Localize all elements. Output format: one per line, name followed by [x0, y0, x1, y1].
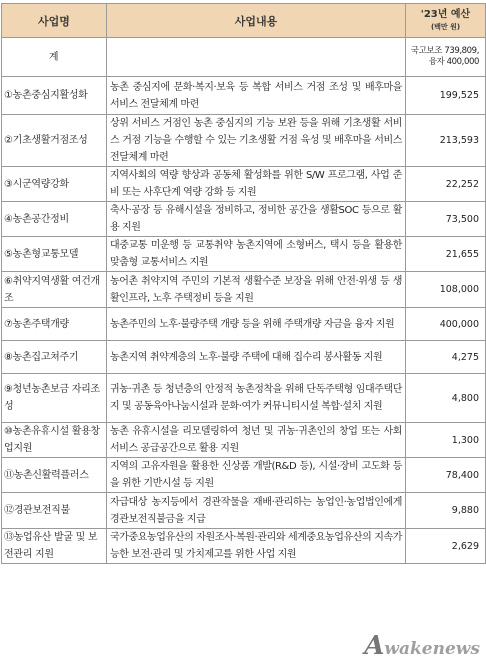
table-row [2, 374, 486, 423]
row-amount: 4,275 [406, 341, 486, 374]
table-row [2, 77, 486, 115]
row-name: ⑤농촌형교통모델 [2, 237, 107, 272]
table-row [2, 458, 486, 493]
total-row [2, 38, 486, 77]
row-name: ⑦농촌주택개량 [2, 308, 107, 341]
header-budget-label: '23년 예산 [420, 8, 471, 20]
row-content: 지역사회의 역량 향상과 공동체 활성화를 위한 S/W 프로그램, 사업 준비 또는 사후단계 역량 강화 등 지원 [107, 167, 406, 202]
row-name: ⑥취약지역생활 여건개조 [2, 272, 107, 308]
header-budget [406, 4, 486, 38]
row-name: ⑧농촌집고쳐주기 [2, 341, 107, 374]
row-content: 농촌 중심지에 문화·복지·보육 등 복합 서비스 거점 조성 및 배후마을 서비스 전달체계 마련 [107, 77, 406, 115]
total-amount-loan: 융자 400,000 [428, 57, 479, 67]
row-amount: 4,800 [406, 374, 486, 423]
row-name: ⑫경관보전직불 [2, 493, 107, 529]
row-content: 농촌 유휴시설을 리모델링하여 청년 및 귀농·귀촌인의 창업 또는 사회서비스 공급공간으로 활용 지원 [107, 423, 406, 458]
row-amount: 22,252 [406, 167, 486, 202]
table-row [2, 167, 486, 202]
row-amount: 21,655 [406, 237, 486, 272]
row-content: 상위 서비스 거점인 농촌 중심지의 기능 보완 등을 위해 기초생활 서비스 거점 기능을 수행할 수 있는 기초생활 거점 육성 및 배후마을 서비스 전달체계 마련 [107, 115, 406, 167]
header-row [2, 4, 486, 38]
total-amount [406, 38, 486, 77]
row-name: ④농촌공간정비 [2, 202, 107, 237]
row-amount: 73,500 [406, 202, 486, 237]
watermark-logo: Awakenews [364, 631, 480, 661]
table-row [2, 237, 486, 272]
row-amount: 1,300 [406, 423, 486, 458]
table-row [2, 529, 486, 564]
total-amount-subsidy: 국고보조 739,809, [410, 46, 479, 56]
total-label: 계 [2, 38, 107, 77]
row-content: 귀농·귀촌 등 청년층의 안정적 농촌정착을 위해 단독주택형 임대주택단지 및 공동육아나눔시설과 문화·여가 커뮤니티시설 복합·설치 지원 [107, 374, 406, 423]
row-content: 농어촌 취약지역 주민의 기본적 생활수준 보장을 위해 안전·위생 등 생활인프라, 노후 주택정비 등을 지원 [107, 272, 406, 308]
row-amount: 108,000 [406, 272, 486, 308]
table-row [2, 115, 486, 167]
row-amount: 400,000 [406, 308, 486, 341]
row-amount: 2,629 [406, 529, 486, 564]
table-row [2, 308, 486, 341]
table-row [2, 423, 486, 458]
budget-table-container [1, 3, 485, 564]
row-name: ③시군역량강화 [2, 167, 107, 202]
header-budget-unit: (백만 원) [430, 22, 461, 31]
table-row [2, 341, 486, 374]
row-content: 대중교통 미운행 등 교통취약 농촌지역에 소형버스, 택시 등을 활용한 맞춤형 교통서비스 지원 [107, 237, 406, 272]
row-content: 농촌지역 취약계층의 노후·불량 주택에 대해 집수리 봉사활동 지원 [107, 341, 406, 374]
row-content: 지역의 고유자원을 활용한 신상품 개발(R&D 등), 시설·장비 고도화 등을 위한 기반시설 등 지원 [107, 458, 406, 493]
table-row [2, 272, 486, 308]
row-name: ①농촌중심지활성화 [2, 77, 107, 115]
table-row [2, 493, 486, 529]
budget-table [1, 3, 486, 564]
header-content: 사업내용 [107, 4, 406, 38]
header-name: 사업명 [2, 4, 107, 38]
row-content: 자급대상 농지등에서 경관작물을 재배·관리하는 농업인·농업법인에게 경관보전직불금을 지급 [107, 493, 406, 529]
total-content [107, 38, 406, 77]
row-name: ②기초생활거점조성 [2, 115, 107, 167]
row-name: ⑨청년농촌보금 자리조성 [2, 374, 107, 423]
row-amount: 199,525 [406, 77, 486, 115]
row-content: 국가중요농업유산의 자원조사·복원·관리와 세계중요농업유산의 지속가능한 보전·관리 및 가치제고를 위한 사업 지원 [107, 529, 406, 564]
row-name: ⑪농촌신활력플러스 [2, 458, 107, 493]
row-name: ⑬농업유산 발굴 및 보전관리 지원 [2, 529, 107, 564]
row-amount: 9,880 [406, 493, 486, 529]
table-row [2, 202, 486, 237]
row-amount: 213,593 [406, 115, 486, 167]
row-amount: 78,400 [406, 458, 486, 493]
row-name: ⑩농촌유휴시설 활용창업지원 [2, 423, 107, 458]
row-content: 축사·공장 등 유해시설을 정비하고, 정비한 공간을 생활SOC 등으로 활용 지원 [107, 202, 406, 237]
row-content: 농촌주민의 노후·불량주택 개량 등을 위해 주택개량 자금을 융자 지원 [107, 308, 406, 341]
